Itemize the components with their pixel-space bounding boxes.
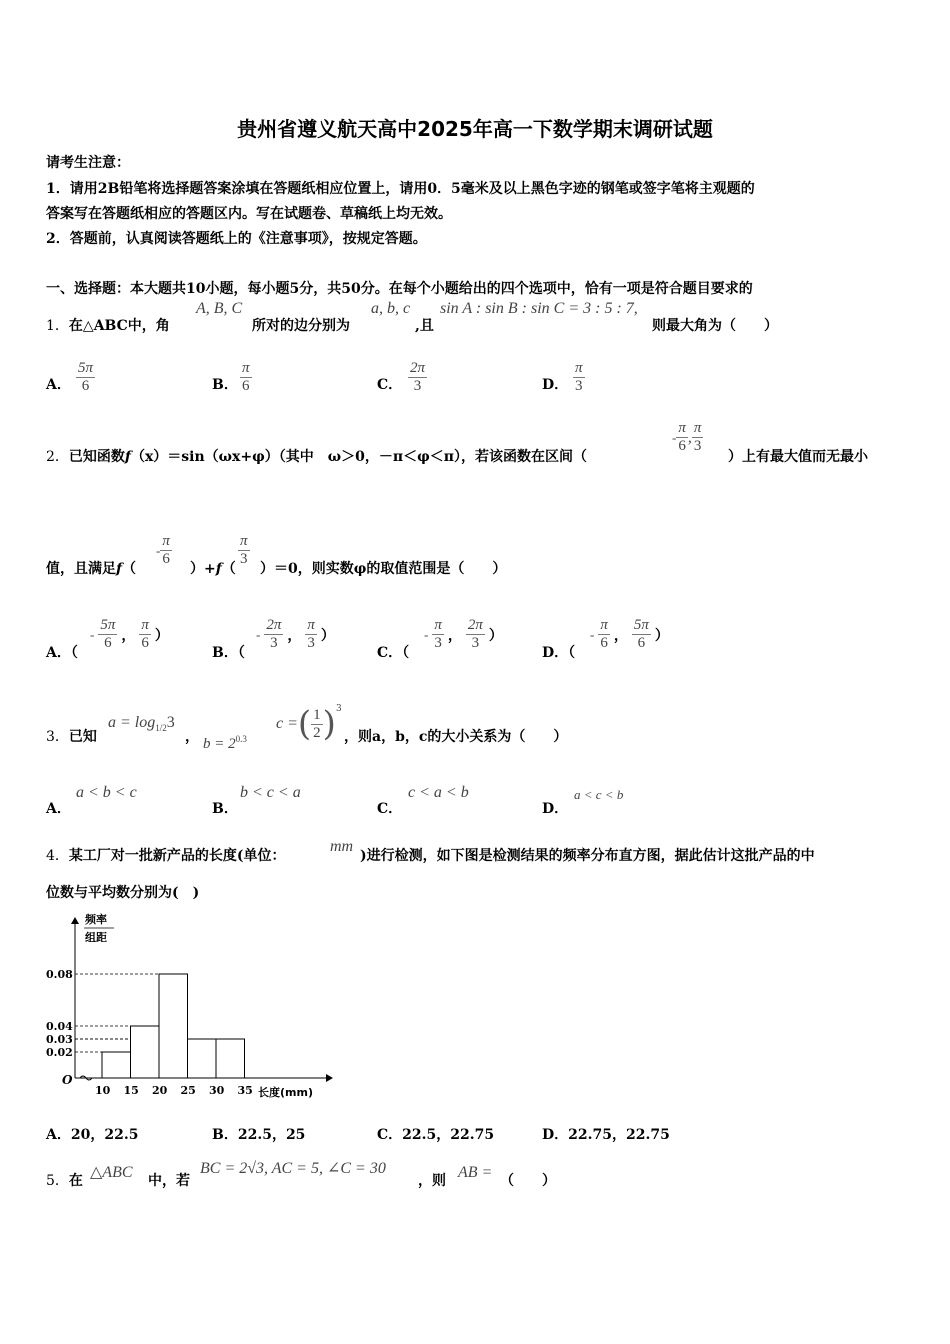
q3-text: ，则a，b，c的大小关系为（ ） bbox=[344, 729, 568, 745]
q1-math-ratio: sin A : sin B : sin C = 3 : 5 : 7, bbox=[440, 300, 638, 317]
q2-option-a: A．（ bbox=[46, 645, 78, 661]
q2-option-c: C．（ bbox=[377, 645, 410, 661]
notice-line-1-cont: 答案写在答题纸相应的答题区内。写在试题卷、草稿纸上均无效。 bbox=[46, 206, 452, 222]
histogram-bar bbox=[188, 1039, 217, 1078]
q4-text: )进行检测，如下图是检测结果的频率分布直方图，据此估计这批产品的中 bbox=[360, 848, 815, 864]
q1-text-end: 则最大角为（ ） bbox=[652, 318, 778, 334]
q2-condition-end: ）＝0，则实数φ的取值范围是（ ） bbox=[260, 561, 507, 577]
x-tick-label: 20 bbox=[152, 1084, 168, 1097]
section-heading: 一、选择题：本大题共10小题，每小题5分，共50分。在每个小题给出的四个选项中，恰有一项是符合题目要求的 bbox=[46, 281, 753, 297]
q1-option-d-label: D． bbox=[542, 377, 569, 393]
question-number: 1． bbox=[46, 318, 69, 334]
q3-option-c-value: c < a < b bbox=[408, 784, 469, 801]
q5-ab: AB = bbox=[458, 1164, 493, 1181]
q1-math-angles: A, B, C bbox=[196, 300, 243, 317]
origin-label: O bbox=[62, 1073, 73, 1087]
q4-text-cont: 位数与平均数分别为( ) bbox=[46, 885, 200, 901]
question-2: 2．已知函数f（x）＝sin（ωx+φ）（其中 ω＞0，－π＜φ＜π），若该函数在区间（ bbox=[46, 449, 587, 465]
question-5: 5．在 bbox=[46, 1173, 83, 1189]
q2-option-d-value: - $\frac{\pi}{6}$ ， $\frac{5\pi}{6}$ ） bbox=[590, 617, 669, 651]
q2-arg-2: $\frac{\pi}{3}$ bbox=[240, 533, 248, 567]
q1-option-b-label: B． bbox=[212, 377, 238, 393]
x-tick-label: 10 bbox=[95, 1084, 111, 1097]
page-title: 贵州省遵义航天高中2025年高一下数学期末调研试题 bbox=[237, 117, 713, 141]
q2-arg-1: - $\frac{\pi}{6}$ bbox=[156, 533, 170, 567]
y-label-bottom: 组距 bbox=[85, 931, 107, 944]
x-tick-label: 15 bbox=[123, 1084, 139, 1097]
q4-unit: mm bbox=[330, 838, 354, 855]
q1-math-sides: a, b, c bbox=[371, 300, 411, 317]
q2-text-cont: ）上有最大值而无最小 bbox=[728, 449, 868, 465]
q2-option-a-value: - $\frac{5\pi}{6}$ ， $\frac{\pi}{6}$ ） bbox=[90, 617, 169, 651]
q3-option-d-value: a < c < b bbox=[574, 787, 624, 802]
q3-option-c-label: C． bbox=[377, 801, 403, 817]
q3-expr-a: $a = \log_{1/2}3$ bbox=[108, 714, 175, 734]
q2-interval: - $\frac{\pi}{6}$ , $\frac{\pi}{3}$ bbox=[672, 420, 702, 454]
q3-comma: ， bbox=[185, 729, 199, 745]
q3-expr-c: c = ( $\frac{1}{2}$ ) $^3$ bbox=[276, 704, 342, 744]
y-tick-label: 0.04 bbox=[46, 1020, 73, 1033]
q2-option-b: B．（ bbox=[212, 645, 245, 661]
q1-option-b-value: $\frac{\pi}{6}$ bbox=[242, 360, 250, 394]
q4-option-a: A．20，22.5 bbox=[46, 1127, 139, 1143]
y-tick-label: 0.03 bbox=[46, 1033, 73, 1046]
q1-option-a-value: $\frac{5\pi}{6}$ bbox=[78, 360, 94, 394]
x-tick-label: 30 bbox=[209, 1084, 225, 1097]
histogram-bar bbox=[159, 974, 188, 1078]
q5-triangle: △ABC bbox=[90, 1164, 133, 1181]
x-tick-label: 35 bbox=[237, 1084, 253, 1097]
histogram-bar bbox=[216, 1039, 245, 1078]
q5-blank: （ ） bbox=[500, 1173, 556, 1189]
histogram-bar bbox=[131, 1026, 160, 1078]
x-tick-label: 25 bbox=[180, 1084, 196, 1097]
q3-option-b-label: B． bbox=[212, 801, 238, 817]
q5-given: BC = 2√3, AC = 5, ∠C = 30 bbox=[200, 1160, 386, 1177]
notice-heading: 请考生注意： bbox=[46, 155, 130, 171]
q4-option-d: D．22.75，22.75 bbox=[542, 1127, 670, 1143]
q1-option-a-label: A． bbox=[46, 377, 71, 393]
y-tick-label: 0.02 bbox=[46, 1046, 73, 1059]
q4-option-b: B．22.5，25 bbox=[212, 1127, 306, 1143]
q1-option-c-label: C． bbox=[377, 377, 403, 393]
q1-text-and: ,且 bbox=[415, 318, 434, 334]
histogram-chart bbox=[40, 908, 340, 1108]
q3-option-a-value: a < b < c bbox=[76, 784, 137, 801]
q2-option-c-value: - $\frac{\pi}{3}$ ， $\frac{2\pi}{3}$ ） bbox=[424, 617, 503, 651]
y-tick-label: 0.08 bbox=[46, 968, 73, 981]
q4-option-c: C．22.5，22.75 bbox=[377, 1127, 495, 1143]
notice-line-2: 2．答题前，认真阅读答题纸上的《注意事项》，按规定答题。 bbox=[46, 231, 427, 247]
q3-expr-b: $b = 2^{0.3}$ bbox=[203, 734, 247, 752]
q3-option-a-label: A． bbox=[46, 801, 71, 817]
notice-line-1: 1．请用2B铅笔将选择题答案涂填在答题纸相应位置上，请用0．5毫米及以上黑色字迹的钢笔或签字笔将主观题的 bbox=[46, 181, 755, 197]
y-label-top: 频率 bbox=[85, 913, 107, 926]
q3-option-d-label: D． bbox=[542, 801, 569, 817]
x-axis-label: 长度(mm) bbox=[258, 1086, 313, 1099]
q2-option-b-value: - $\frac{2\pi}{3}$ ， $\frac{\pi}{3}$ ） bbox=[256, 617, 335, 651]
q2-option-d: D．（ bbox=[542, 645, 576, 661]
q1-option-c-value: $\frac{2\pi}{3}$ bbox=[410, 360, 426, 394]
q5-text: 中，若 bbox=[148, 1173, 190, 1189]
question-1: 1．在△ABC中，角 bbox=[46, 318, 170, 334]
histogram-bar bbox=[102, 1052, 131, 1078]
q1-text: 所对的边分别为 bbox=[252, 318, 350, 334]
q1-option-d-value: $\frac{\pi}{3}$ bbox=[575, 360, 583, 394]
question-3: 3．已知 bbox=[46, 729, 97, 745]
q5-text-then: ，则 bbox=[418, 1173, 446, 1189]
q2-condition: 值，且满足f（ bbox=[46, 561, 137, 577]
q3-option-b-value: b < c < a bbox=[240, 784, 301, 801]
q2-condition-2: ）+f（ bbox=[190, 561, 236, 577]
question-4: 4．某工厂对一批新产品的长度(单位： bbox=[46, 848, 286, 864]
